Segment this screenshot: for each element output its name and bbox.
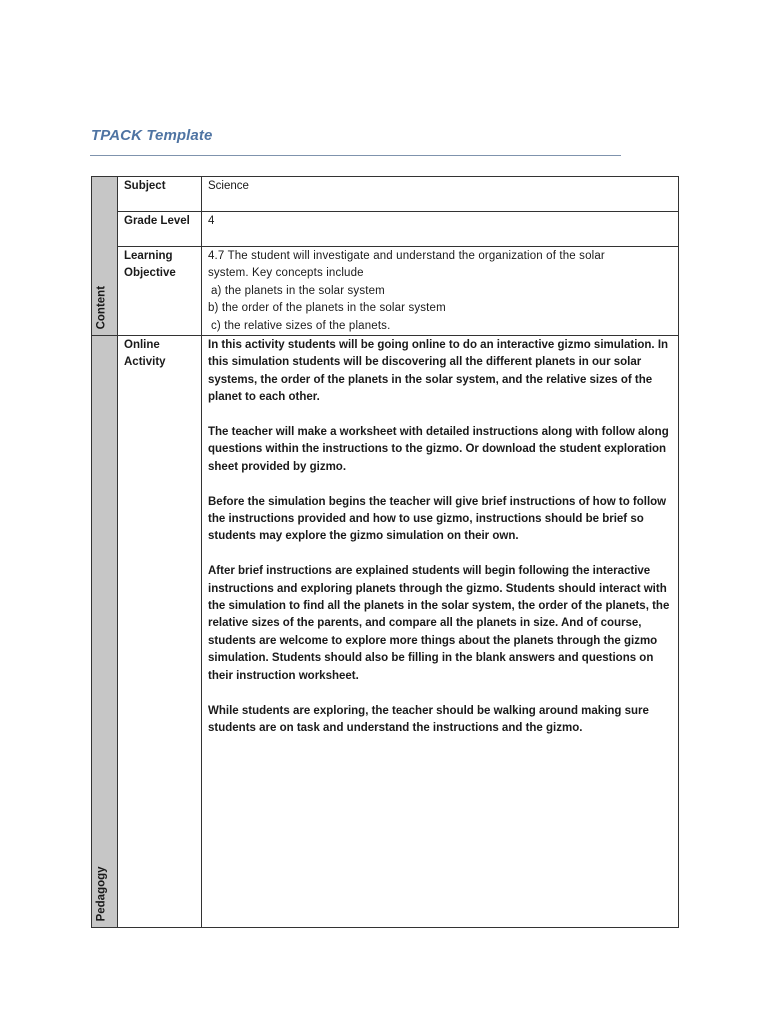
grade-level-value-cell (202, 212, 679, 247)
objective-line: c) the relative sizes of the planets. (211, 319, 391, 332)
document-title: TPACK Template (91, 127, 213, 144)
objective-line: system. Key concepts include (208, 267, 364, 280)
online-activity-value-cell (202, 336, 679, 928)
subject-label: Subject (124, 180, 166, 192)
pedagogy-section-cell (92, 336, 118, 928)
content-section-label: Content (95, 285, 108, 330)
online-activity-label: Online Activity (124, 339, 166, 369)
table-row-online-activity (92, 336, 679, 928)
pedagogy-section-label: Pedagogy (95, 866, 108, 922)
objective-line: b) the order of the planets in the solar system (208, 302, 446, 315)
objective-line: a) the planets in the solar system (211, 284, 385, 297)
subject-value-cell (202, 177, 679, 212)
subject-value: Science (208, 180, 249, 192)
online-activity-label-cell (118, 336, 202, 928)
table-row-learning-objective (92, 247, 679, 336)
learning-objective-label: Learning Objective (124, 250, 176, 280)
learning-objective-label-cell (118, 247, 202, 336)
grade-level-value: 4 (208, 215, 215, 227)
activity-paragraph: In this activity students will be going online to do an interactive gizmo simulation. In this simulation students will be discovering all the different planets in our solar systems, the order of the planets in the solar system, and the relative sizes of the planet to each other. (208, 339, 669, 404)
activity-paragraph: While students are exploring, the teacher should be walking around making sure students are on task and understand the instructions and the gizmo. (208, 704, 649, 734)
subject-label-cell (118, 177, 202, 212)
activity-paragraph: After brief instructions are explained students will begin following the interactive instructions and exploring planets through the gizmo. Students should interact with the simulation to find all the planets in the solar system, the order of the planets, the relative sizes of the parents, and compare all the planets in size. And of course, students are welcome to explore more things about the planets through the gizmo simulation. Students should also be filling in the blank answers and questions on their instruction worksheet. (208, 565, 670, 682)
title-divider (90, 155, 621, 156)
table-row-grade-level (92, 212, 679, 247)
content-section-cell (92, 177, 118, 336)
grade-level-label: Grade Level (124, 215, 190, 227)
tpack-table (91, 176, 679, 928)
activity-paragraph: Before the simulation begins the teacher will give brief instructions of how to follow the instructions provided and how to use gizmo, instructions should be brief so students may explore the gizmo simulation on their own. (208, 495, 667, 543)
table-row-subject (92, 177, 679, 212)
objective-line: 4.7 The student will investigate and understand the organization of the solar (208, 250, 605, 262)
grade-level-label-cell (118, 212, 202, 247)
activity-paragraph: The teacher will make a worksheet with detailed instructions along with follow along questions within the instructions to the gizmo. Or download the student exploration sheet provided by gizmo. (208, 426, 669, 473)
learning-objective-value-cell (202, 247, 679, 336)
